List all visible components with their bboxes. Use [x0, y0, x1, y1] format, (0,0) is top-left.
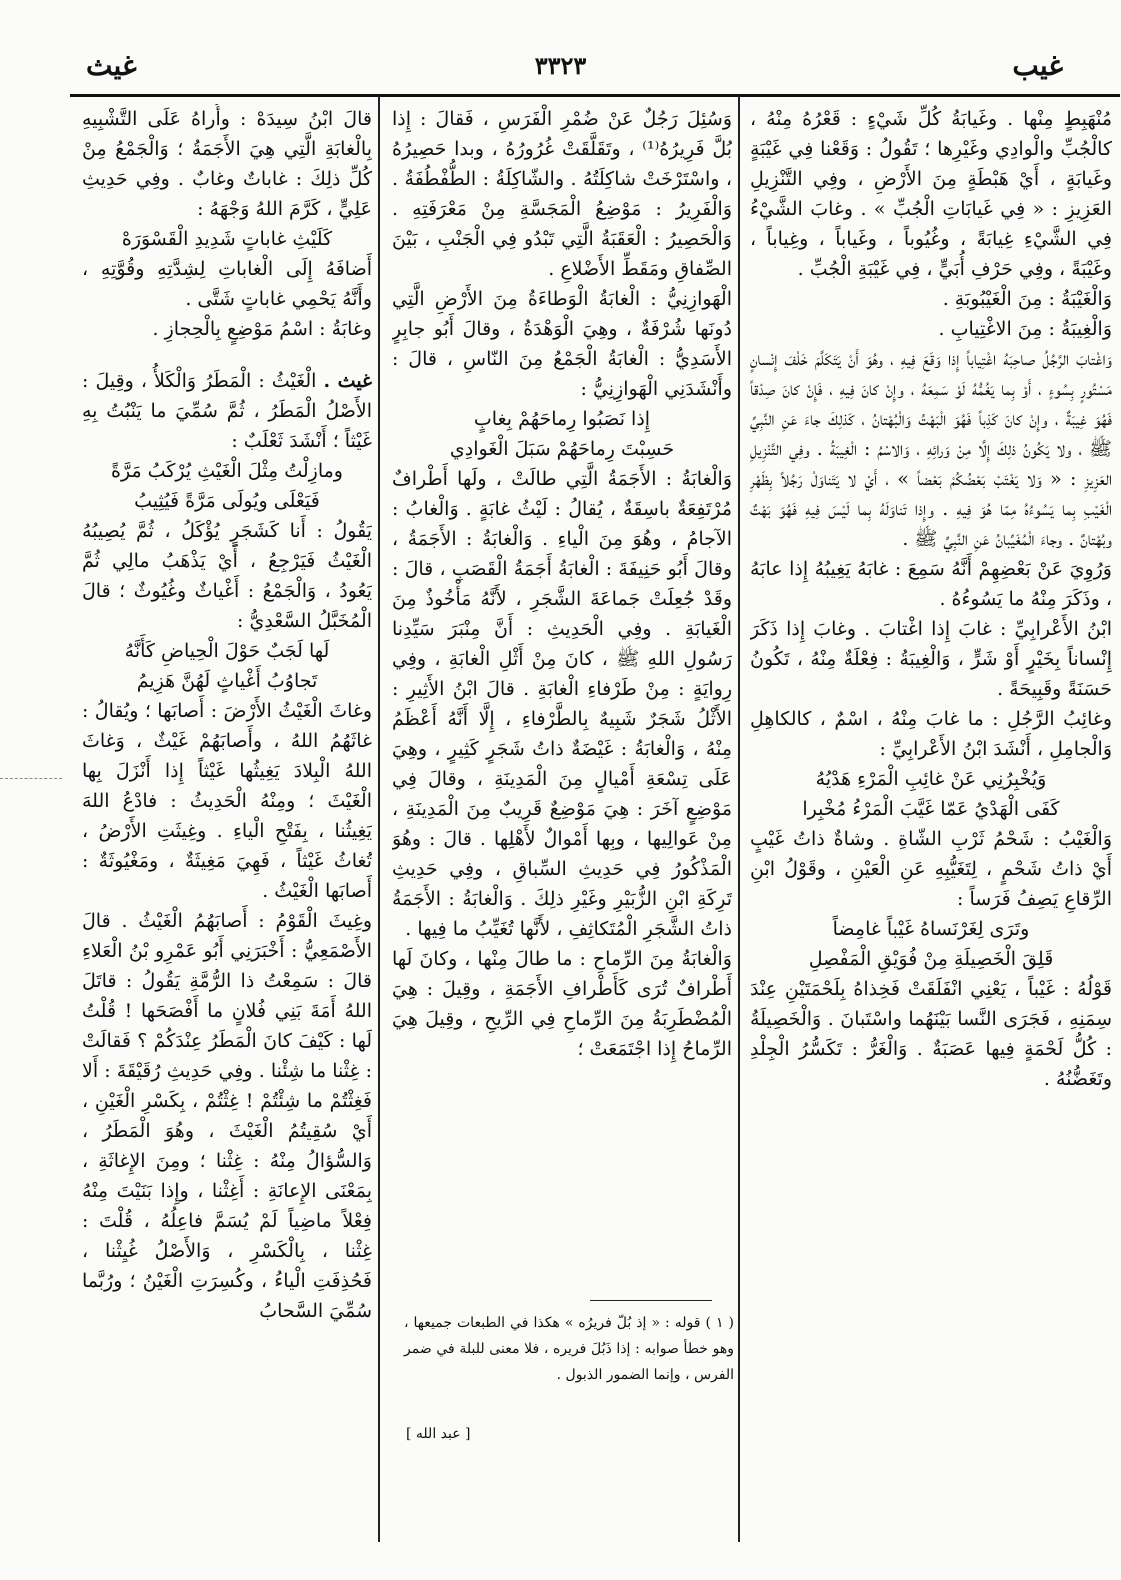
page-number: ٣٣٢٣ — [534, 51, 587, 80]
footnote-rule — [590, 1300, 712, 1301]
column-right — [750, 104, 1112, 1544]
footnote-text: ( ١ ) قوله : « إذ بُلّ فريرُه » هكذا في الطبعات جميعها ، وهو خطأ صوابه : إذا ذَبُلَ فريره ، فلا معنى للبلة في ضمر الفرس ، وإنما الضمور الذبول . — [404, 1315, 734, 1383]
paragraph: يَقُولُ : أَنا كَشَجَرٍ يُؤْكَلُ ، ثُمَّ يُصِيبُهُ الْغَيْثُ فَيَرْجِعُ ، أَيْ يَذْهَبُ مالِي ثُمَّ يَعُودُ ، وَالْجَمْعُ : أَغْياثٌ وغُيُوثٌ ؛ قالَ الْمُخَبَّلُ السَّعْدِيُّ : — [82, 520, 372, 632]
paragraph: وَالْغابَةُ : الأَجَمَةُ الَّتِي طالَتْ ، ولَها أَطْرافٌ مُرْتَفِعَةٌ باسِقَةٌ ، يُقالُ : لَيْثُ غابَةٍ . وَالْغابُ : الآجامُ ، وهُوَ مِنَ الْياءِ . وَالْغابَةُ : الأَجَمَةُ ، وقالَ أَبُو حَنِيفَةَ : الْغابَةُ أَجَمَةُ الْقَصَبِ ، قالَ : وقَدْ جُعِلَتْ جَماعَةَ الشَّجَرِ ، لأَنَّهُ مَأْخُوذٌ مِنَ الْغَيابَةِ . وفِي الْحَدِيثِ : أَنَّ مِنْبَرَ سَيِّدِنا رَسُولِ اللهِ ﷺ ، كانَ مِنْ أَثْلِ الْغابَةِ ، وفِي رِوايَةٍ : مِنْ طَرْفاءِ الْغابَةِ . قالَ ابْنُ الأَثِيرِ : الأَثْلُ شَجَرٌ شَبِيهٌ بِالطَّرْفاءِ ، إِلَّا أَنَّهُ أَعْظَمُ مِنْهُ ، وَالْغابَةُ : غَيْضَةٌ ذاتُ شَجَرٍ كَثِيرٍ ، وهِيَ عَلَى تِسْعَةِ أَمْيالٍ مِنَ الْمَدِينَةِ ، وقالَ فِي مَوْضِعٍ آخَرَ : هِيَ مَوْضِعٌ قَرِيبٌ مِنَ الْمَدِينَةِ ، مِنْ عَوالِيها ، وبِها أَمْوالٌ لأَهْلِها . قالَ : وهُوَ الْمَذْكُورُ فِي حَدِيثِ السِّباقِ ، وفِي حَدِيثِ تَرِكَةِ ابْنِ الزُّبَيْرِ وغَيْرِ ذلِكَ . وَالْغابَةُ : الأَجَمَةُ ذاتُ الشَّجَرِ الْمُتَكاثِفِ ، لأَنَّها تُغَيِّبُ ما فِيها . — [392, 468, 732, 940]
paragraph: أَضافَهُ إِلَى الْغاباتِ لِشِدَّتِهِ وقُوَّتِهِ ، وأَنَّهُ يَحْمِي غاباتٍ شَتَّى . — [82, 258, 372, 310]
footnote-signature: [ عبد الله ] — [406, 1426, 471, 1442]
paragraph: وغاثَ الْغَيْثُ الأَرْضَ : أَصابَها ؛ ويُقالُ : غاثَهُمُ اللهُ ، وأَصابَهُمْ غَيْثٌ ، وَغاثَ اللهُ الْبِلادَ يَغِيثُها غَيْثاً إِذا أَنْزَلَ بِها الْغَيْثَ ؛ ومِنْهُ الْحَدِيثُ : فادْعُ اللهَ يَغِيثُنا ، بِفَتْحِ الْياءِ . وغِيثَتِ الأَرْضُ ، تُغاثُ غَيْثاً ، فَهِيَ مَغِيثَةٌ ، ومَغْيُوثَةٌ : أَصابَها الْغَيْثُ . — [82, 700, 372, 902]
paragraph: وغِيثَ الْقَوْمُ : أَصابَهُمُ الْغَيْثُ . قالَ الأَصْمَعِيُّ : أَخْبَرَنِي أَبُو عَمْرِو بْنُ الْعَلاءِ قالَ : سَمِعْتُ ذا الرُّمَّةِ يَقُولُ : قاتَلَ اللهُ أَمَةَ بَنِي فُلانٍ ما أَفْصَحَها ! قُلْتُ لَها : كَيْفَ كانَ الْمَطَرُ عِنْدَكُمْ ؟ فَقالَتْ : غِثْنا ما شِئْنا . وفِي حَدِيثِ رُقَيْقَةَ : أَلا فَغِثْتُمْ ما شِئْتُمْ ! غِثْتُمْ ، بِكَسْرِ الْغَيْنِ ، أَيْ سُقِيتُمُ الْغَيْثَ ، وهُوَ الْمَطَرُ ، وَالسُّؤالُ مِنْهُ : غِثْنا ؛ ومِنَ الإِغاثَةِ ، بِمَعْنَى الإِعانَةِ : أَغِثْنا ، وإِذا بَنَيْتَ مِنْهُ فِعْلاً ماضِياً لَمْ يُسَمَّ فاعِلُهُ ، قُلْتَ : غِثْنا ، بِالْكَسْرِ ، وَالأَصْلُ غُيِثْنا ، فَحُذِفَتِ الْياءُ ، وكُسِرَتِ الْغَيْنُ ؛ ورُبَّما سُمِّيَ السَّحابُ — [82, 910, 372, 1322]
paragraph: وغابَةُ : اسْمُ مَوْضِعٍ بِالْحِجازِ . — [152, 318, 372, 340]
entry-text: الْغَيْثُ : الْمَطَرُ وَالْكَلأُ ، وقِيلَ : الأَصْلُ الْمَطَرُ ، ثُمَّ سُمِّيَ ما يَنْبُتُ بِهِ غَيْثاً ؛ أَنْشَدَ ثَعْلَبٌ : — [82, 370, 372, 452]
verse-line: تَجاوُبُ أَغْياثٍ لَهُنَّ هَزِيمُ — [136, 670, 318, 692]
verse-line: ومازِلْتُ مِثْلَ الْغَيْثِ يُرْكَبُ مَرَّةً — [111, 460, 343, 482]
verse-line: كَلَيْثِ غاباتٍ شَدِيدِ الْقَسْوَرَهْ — [121, 228, 333, 250]
verse-line: قَلِقَ الْخَصِيلَةِ مِنْ فُوَيْقِ الْمَفْصِلِ — [808, 948, 1054, 970]
paragraph: وَالْغابَةُ مِنَ الرِّماحِ : ما طالَ مِنْها ، وكانَ لَها أَطْرافٌ تُرَى كَأَطْرافِ الأَجَمَةِ ، وقِيلَ : هِيَ الْمُضْطَرِبَةُ مِنَ الرِّماحِ فِي الرِّيحِ ، وقِيلَ هِيَ الرِّماحُ إِذا اجْتَمَعَتْ ؛ — [392, 948, 732, 1060]
paragraph: وَاغْتابَ الرَّجُلُ صاحِبَهُ اغْتِياباً إِذا وَقَعَ فِيهِ ، وهُوَ أَنْ يَتَكَلَّمَ خَلْفَ إِنْسانٍ مَسْتُورٍ بِسُوءٍ ، أَوْ بِما يَغُمُّهُ لَوْ سَمِعَهُ ، وإِنْ كانَ فِيهِ ، فَإِنْ كانَ صِدْقاً فَهُوَ غِيبَةٌ ، وإِنْ كانَ كَذِباً فَهُوَ الْبَهْتُ وَالْبُهْتانُ ، كَذلِكَ جاءَ عَنِ النَّبِيِّ ﷺ ، ولا يَكُونُ ذلِكَ إِلَّا مِنْ وَرائِهِ ، وَالاسْمُ : الْغِيبَةُ . وفِي التَّنْزِيلِ العَزِيزِ : « وَلا يَغْتَبْ بَعْضُكُمْ بَعْضاً » ، أَيْ لا يَتَناوَلْ رَجُلاً بِظَهْرِ الْغَيْبِ بِما يَسُوءُهُ مِمّا هُوَ فِيهِ . وإِذا تَناوَلَهُ بِما لَيْسَ فِيهِ فَهُوَ بَهْتٌ وبُهْتانٌ . وجاءَ الْمُغَيِّبانُ عَنِ النَّبِيِّ ﷺ . — [750, 348, 1112, 550]
header-right-word: غيب — [1012, 49, 1063, 82]
footnote — [404, 1310, 734, 1388]
paragraph: وَالْغَيْبُ : شَحْمُ ثَرْبِ الشّاةِ . وشاةٌ ذاتُ غَيْبٍ أَيْ ذاتُ شَحْمٍ ، لِتَغَيُّبِهِ عَنِ الْعَيْنِ ، وقَوْلُ ابْنِ الرِّقاعِ يَصِفُ فَرَساً : — [750, 828, 1112, 910]
paragraph: قالَ ابْنُ سِيدَهْ : وأُراهُ عَلَى التَّشْبِيهِ بِالْغابَةِ الَّتِي هِيَ الأَجَمَةُ ؛ وَالْجَمْعُ مِنْ كُلِّ ذلِكَ : غاباتٌ وغابٌ . وفِي حَدِيثِ عَلِيٍّ ، كَرَّمَ اللهُ وَجْهَهُ : — [82, 108, 372, 220]
paragraph: الْهَوازِنِيُّ : الْغابَةُ الْوَطاءَةُ مِنَ الأَرْضِ الَّتِي دُونَها شُرْفَةٌ ، وهِيَ الْوَهْدَةُ ، وقالَ أَبُو جابِرٍ الأَسَدِيُّ : الْغابَةُ الْجَمْعُ مِنَ النّاسِ ، قالَ : وأَنْشَدَنِي الْهَوازِنِيُّ : — [392, 288, 732, 400]
verse-line: حَسِبْتَ رِماحَهُمْ سَبَلَ الْغَوادِي — [449, 438, 675, 460]
paragraph: وغائِبُ الرَّجُلِ : ما غابَ مِنْهُ ، اسْمٌ ، كالكاهِلِ وَالْجامِلِ ، أَنْشَدَ ابْنُ الأَعْرابِيِّ : — [750, 708, 1112, 760]
paragraph: وَرُوِيَ عَنْ بَعْضِهِمْ أَنَّهُ سَمِعَ : غابَهُ يَغِيبُهُ إِذا عابَهُ ، وذَكَرَ مِنْهُ ما يَسُوءُهُ . — [750, 558, 1112, 610]
column-divider — [378, 96, 380, 1542]
column-divider — [738, 96, 740, 1542]
header-left-word: غيث — [86, 49, 137, 82]
verse-line: وَيُخْبِرُنِي عَنْ غائِبِ الْمَرْءِ هَدْيُهُ — [815, 768, 1047, 790]
margin-mark — [0, 778, 62, 779]
verse-line: فَيَعْلَى ويُولَى مَرَّةً فَيُثِيبُ — [134, 490, 320, 512]
header-rule — [70, 94, 1120, 97]
verse-line: وتَرَى لِغَرْنَساهُ غَيْباً غامِضاً — [832, 918, 1030, 940]
entry-headword: غيث . — [323, 370, 372, 392]
verse-line: لَها لَجَبٌ حَوْلَ الْحِياضِ كَأَنَّهُ — [124, 640, 330, 662]
verse-line: كَفَى الْهَدْيُ عَمّا غَيَّبَ الْمَرْءُ مُخْبِرا — [802, 798, 1060, 820]
paragraph: ابْنُ الأَعْرابِيِّ : غابَ إِذا اغْتابَ . وغابَ إِذا ذَكَرَ إِنْساناً بِخَيْرٍ أَوْ شَرٍّ ، وَالْغِيبَةُ : فِعْلَةٌ مِنْهُ ، تَكُونُ حَسَنَةً وقَبِيحَةً . — [750, 618, 1112, 700]
verse-line: إِذا نَصَبُوا رِماحَهُمْ بِغابٍ — [473, 408, 651, 430]
dictionary-entry — [82, 366, 372, 456]
paragraph: وَالْغَيْبَةُ : مِنَ الْغَيْبُوبَةِ . — [942, 288, 1112, 310]
paragraph: وَالْغِيبَةُ : مِنَ الاغْتِيابِ . — [938, 318, 1112, 340]
column-left — [82, 104, 372, 1544]
paragraph: مُنْهَبِطٍ مِنْها . وغَيابَةُ كُلِّ شَيْءٍ : قَعْرُهُ مِنْهُ ، كالْجُبِّ والْوادِي وغَيْرِها ؛ تَقُولُ : وَقَعْنا فِي غَيْبَةٍ وغَيابَةٍ ، أَيْ هَبْطَةٍ مِنَ الأَرْضِ ، وفِي التَّنْزِيلِ العَزِيزِ : « فِي غَيابَاتِ الْجُبِّ » . وغابَ الشَّيْءُ فِي الشَّيْءِ غِيابَةً ، وغُيُوباً ، وغَياباً ، وغِياباً ، وغَيْبَةً ، وفِي حَرْفِ أُبَيٍّ ، فِي غَيْبَةِ الْجُبِّ . — [750, 108, 1112, 280]
paragraph: قَوْلُهُ : غَيْباً ، يَعْنِي انْفَلَقَتْ فَخِذاهُ بِلَحْمَتَيْنِ عِنْدَ سِمَنِهِ ، فَجَرَى النَّسا بَيْنَهُما واسْتَبانَ . وَالْخَصِيلَةُ : كُلُّ لَحْمَةٍ فِيها عَصَبَةٌ . وَالْغَرُّ : تَكَسُّرُ الْجِلْدِ وتَغَضُّنُهُ . — [750, 978, 1112, 1090]
paragraph: وَسُئِلَ رَجُلٌ عَنْ ضُمْرِ الْفَرَسِ ، فَقالَ : إِذا بُلَّ فَرِيرُهُ⁽¹⁾ ، وتَقَلَّقَتْ غُرُورُهُ ، وبدا حَصِيرُهُ ، واسْتَرْخَتْ شاكِلَتُهُ . والشّاكِلَةُ : الطُّفْطُفَةُ . وَالْفَرِيرُ : مَوْضِعُ الْمَجَسَّةِ مِنْ مَعْرَفَتِهِ . وَالْحَصِيرُ : الْعَقَبَةُ الَّتِي تَبْدُو فِي الْجَنْبِ ، بَيْنَ الصِّفاقِ ومَقَطِّ الأَضْلاعِ . — [392, 108, 732, 280]
